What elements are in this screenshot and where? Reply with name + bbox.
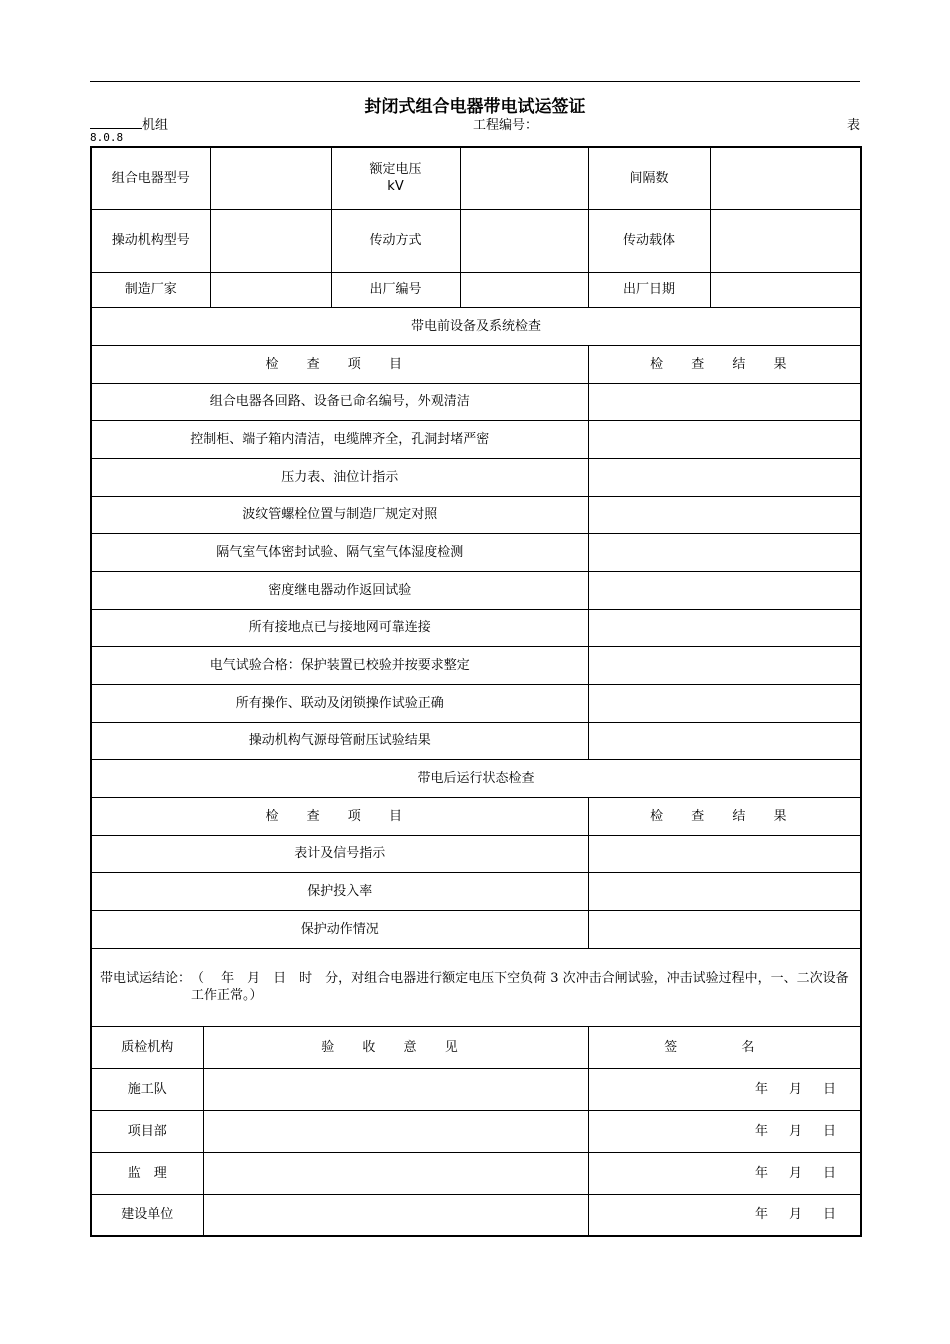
month-label: 月 xyxy=(788,1165,802,1181)
day-label: 日 xyxy=(823,1165,837,1181)
signoff-org: 施工队 xyxy=(91,1068,203,1110)
post-check-section-title: 带电后运行状态检查 xyxy=(91,759,861,797)
voltage-unit: kV xyxy=(387,179,404,195)
pre-check-item: 操动机构气源母管耐压试验结果 xyxy=(91,722,588,759)
post-check-result[interactable] xyxy=(588,910,861,948)
signoff-opinion[interactable] xyxy=(203,1194,588,1236)
form-title: 封闭式组合电器带电试运签证 xyxy=(364,97,586,117)
signoff-date[interactable] xyxy=(588,1152,861,1194)
voltage-label-text: 额定电压 xyxy=(369,162,422,178)
year-label: 年 xyxy=(754,1123,768,1139)
bays-label: 间隔数 xyxy=(588,147,710,209)
post-check-item: 保护投入率 xyxy=(91,872,588,910)
signoff-org: 项目部 xyxy=(91,1110,203,1152)
pre-check-result[interactable] xyxy=(588,571,861,609)
pre-check-item: 压力表、油位计指示 xyxy=(91,458,588,496)
signoff-col-sign: 签 名 xyxy=(588,1026,861,1068)
unit-label: 机组 xyxy=(142,118,169,133)
post-check-item: 表计及信号指示 xyxy=(91,835,588,872)
mechanism-label: 操动机构型号 xyxy=(91,209,210,272)
pre-check-item: 密度继电器动作返回试验 xyxy=(91,571,588,609)
project-no-label: 工程编号： xyxy=(473,118,539,133)
voltage-label xyxy=(331,147,460,209)
pre-check-col-item: 检 查 项 目 xyxy=(91,345,588,383)
signoff-opinion[interactable] xyxy=(203,1152,588,1194)
year-label: 年 xyxy=(754,1081,768,1097)
signoff-col-opinion: 验 收 意 见 xyxy=(203,1026,588,1068)
voltage-value[interactable] xyxy=(460,147,588,209)
unit-blank[interactable] xyxy=(90,116,142,129)
serial-label: 出厂编号 xyxy=(331,272,460,307)
table-number: 8.0.8 xyxy=(90,131,124,144)
maker-value[interactable] xyxy=(210,272,331,307)
pre-check-item: 电气试验合格：保护装置已校验并按要求整定 xyxy=(91,646,588,684)
month-label: 月 xyxy=(788,1207,802,1223)
top-rule xyxy=(90,81,860,82)
pre-check-item: 波纹管螺栓位置与制造厂规定对照 xyxy=(91,496,588,533)
pre-check-result[interactable] xyxy=(588,722,861,759)
day-label: 日 xyxy=(823,1207,837,1223)
post-check-result[interactable] xyxy=(588,835,861,872)
year-label: 年 xyxy=(754,1165,768,1181)
signoff-col-org: 质检机构 xyxy=(91,1026,203,1068)
post-check-result[interactable] xyxy=(588,872,861,910)
day-label: 日 xyxy=(823,1081,837,1097)
signoff-org: 建设单位 xyxy=(91,1194,203,1236)
conclusion-label: 带电试运结论： xyxy=(100,971,192,986)
pre-check-item: 组合电器各回路、设备已命名编号，外观清洁 xyxy=(91,383,588,420)
post-check-item: 保护动作情况 xyxy=(91,910,588,948)
month-label: 月 xyxy=(788,1123,802,1139)
conclusion-text: （ 年 月 日 时 分，对组合电器进行额定电压下空负荷 3 次冲击合闸试验，冲击试验过程中，一、二次设备工作正常。） xyxy=(191,971,849,1003)
model-label: 组合电器型号 xyxy=(91,147,210,209)
pre-check-result[interactable] xyxy=(588,420,861,458)
day-label: 日 xyxy=(823,1123,837,1139)
pre-check-section-title: 带电前设备及系统检查 xyxy=(91,307,861,345)
drive-value[interactable] xyxy=(460,209,588,272)
signoff-date[interactable] xyxy=(588,1194,861,1236)
pre-check-result[interactable] xyxy=(588,609,861,646)
pre-check-item: 控制柜、端子箱内清洁，电缆牌齐全，孔洞封堵严密 xyxy=(91,420,588,458)
conclusion-cell[interactable] xyxy=(91,948,861,1026)
date-value[interactable] xyxy=(710,272,861,307)
post-check-col-item: 检 查 项 目 xyxy=(91,797,588,835)
drive-label: 传动方式 xyxy=(331,209,460,272)
pre-check-item: 所有接地点已与接地网可靠连接 xyxy=(91,609,588,646)
maker-label: 制造厂家 xyxy=(91,272,210,307)
signoff-opinion[interactable] xyxy=(203,1068,588,1110)
post-check-col-result: 检 查 结 果 xyxy=(588,797,861,835)
signoff-date[interactable] xyxy=(588,1110,861,1152)
medium-value[interactable] xyxy=(710,209,861,272)
pre-check-result[interactable] xyxy=(588,684,861,722)
pre-check-result[interactable] xyxy=(588,533,861,571)
bays-value[interactable] xyxy=(710,147,861,209)
month-label: 月 xyxy=(788,1081,802,1097)
model-value[interactable] xyxy=(210,147,331,209)
pre-check-item: 所有操作、联动及闭锁操作试验正确 xyxy=(91,684,588,722)
pre-check-result[interactable] xyxy=(588,496,861,533)
pre-check-result[interactable] xyxy=(588,383,861,420)
pre-check-col-result: 检 查 结 果 xyxy=(588,345,861,383)
acceptance-form xyxy=(90,146,862,1237)
serial-value[interactable] xyxy=(460,272,588,307)
table-label: 表 xyxy=(846,118,860,133)
pre-check-result[interactable] xyxy=(588,646,861,684)
signoff-opinion[interactable] xyxy=(203,1110,588,1152)
date-label: 出厂日期 xyxy=(588,272,710,307)
year-label: 年 xyxy=(754,1207,768,1223)
pre-check-item: 隔气室气体密封试验、隔气室气体湿度检测 xyxy=(91,533,588,571)
mechanism-value[interactable] xyxy=(210,209,331,272)
medium-label: 传动载体 xyxy=(588,209,710,272)
pre-check-result[interactable] xyxy=(588,458,861,496)
signoff-org: 监 理 xyxy=(91,1152,203,1194)
signoff-date[interactable] xyxy=(588,1068,861,1110)
